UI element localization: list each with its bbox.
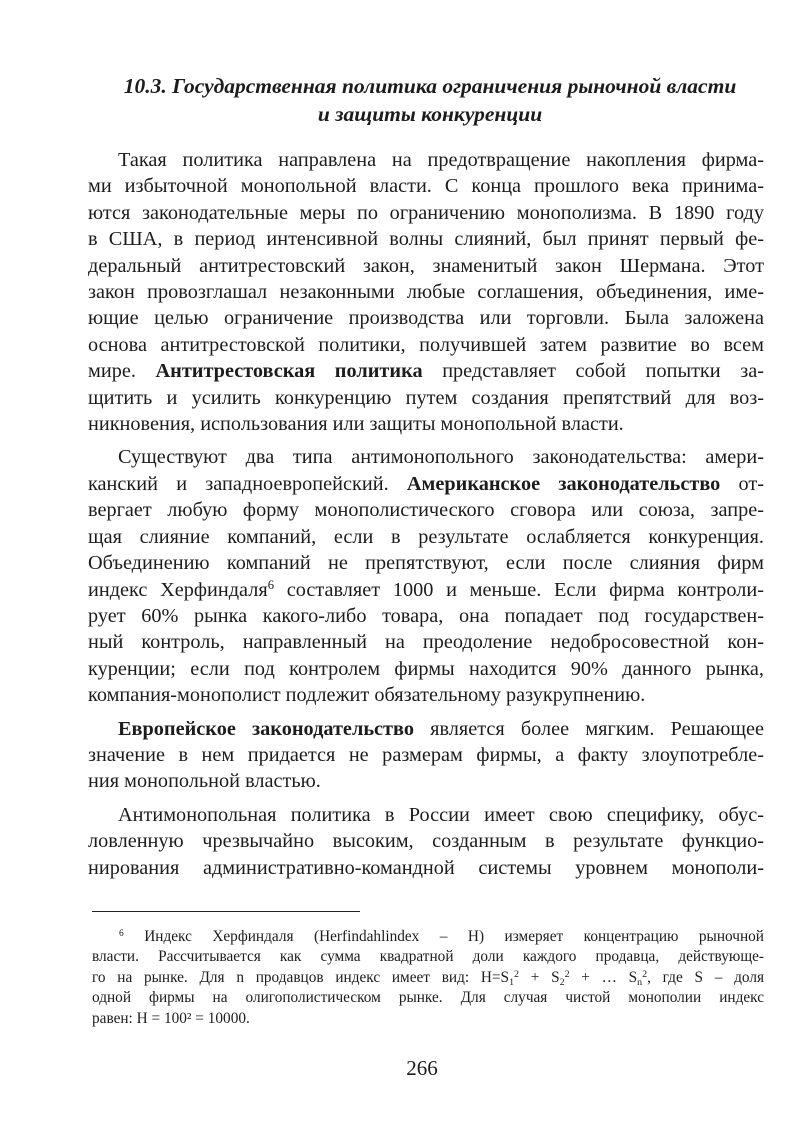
text-line: куренции; если под контролем фирмы находится 90% данного рынка, <box>88 657 764 680</box>
text-run: , где S – доля <box>647 968 764 986</box>
paragraph-european-legislation <box>88 716 764 795</box>
text-run: представляет собой попытки за- <box>422 360 764 383</box>
text-line: Объединению компаний не препятствуют, если после слияния фирм <box>88 552 764 575</box>
text-line <box>88 471 764 497</box>
formula-superscript: 2 <box>564 968 570 980</box>
text-run: мире. <box>88 360 156 383</box>
text-line <box>88 577 764 603</box>
text-line: никновения, использования или защиты монопольной власти. <box>88 413 624 436</box>
text-line: ния монопольной властью. <box>88 770 321 793</box>
footnote-ref: 6 <box>267 577 274 592</box>
text-line: основа антитрестовской политики, получившей затем развитие во всем <box>88 333 764 356</box>
text-line: значение в нем придается не размерам фирмы, а факту злоупотребле- <box>88 743 764 766</box>
text-line: щитить и усилить конкуренцию путем создания препятствий для воз- <box>88 386 764 409</box>
footnote-line: равен: H = 100² = 10000. <box>92 1009 250 1027</box>
text-run: составляет 1000 и меньше. Если фирма контроли- <box>273 578 764 601</box>
page-number: 266 <box>406 1056 438 1080</box>
paragraph-legislation-types <box>88 444 764 708</box>
formula-subscript: 1 <box>509 976 515 988</box>
text-line <box>88 716 764 742</box>
paragraph-antitrust-intro <box>88 147 764 437</box>
text-line: нирования административно-командной системы уровнем монополи- <box>88 856 764 879</box>
footnote-line <box>92 968 764 988</box>
text-line: ются законодательные меры по ограничению монополизма. В 1890 году <box>88 201 764 224</box>
text-line: закон провозглашал незаконными любые соглашения, объединения, име- <box>88 281 764 304</box>
term-european-legislation: Европейское законодательство <box>118 717 414 740</box>
footnote-line: одной фирмы на олигополистическом рынке. Для случая чистой монополии индекс <box>92 989 764 1007</box>
formula-superscript: 2 <box>642 968 648 980</box>
text-line: щая слияние компаний, если в результате ослабляется конкуренция. <box>88 525 764 548</box>
text-run: от- <box>720 472 765 495</box>
text-line: Такая политика направлена на предотвращение накопления фирма- <box>118 149 764 171</box>
text-line: рует 60% рынка какого-либо товара, она попадает под государствен- <box>88 604 764 627</box>
text-line: компания-монополист подлежит обязательному разукрупнению. <box>88 684 646 707</box>
footnote-mark: 6 <box>119 928 124 939</box>
section-heading <box>90 72 770 128</box>
text-line: в США, в период интенсивной волны слияний, был принят первый фе- <box>88 228 764 251</box>
formula-subscript: 2 <box>559 976 565 988</box>
text-run: + … S <box>569 968 638 986</box>
footnote-separator <box>92 911 360 912</box>
text-run: индекс Херфиндаля <box>88 578 268 601</box>
term-american-legislation: Американское законодательство <box>406 472 721 495</box>
formula-superscript: 2 <box>514 968 519 980</box>
section-heading-line-2: и защиты конкуренции <box>317 102 543 126</box>
formula-subscript: n <box>637 976 643 988</box>
text-line: Антимонопольная политика в России имеет свою специфику, обус- <box>118 803 764 826</box>
footnote-line: власти. Рассчитывается как сумма квадратной доли каждого продавца, действующе- <box>92 948 764 966</box>
text-line: ловленную чрезвычайно высоким, созданным в результате функцио- <box>88 830 764 853</box>
text-line: деральный антитрестовский закон, знаменитый закон Шермана. Этот <box>88 254 764 277</box>
text-line: ми избыточной монопольной власти. С конца прошлого века принима- <box>88 175 764 198</box>
footnote-line <box>92 927 764 947</box>
text-line: Существуют два типа антимонопольного законодательства: амери- <box>118 446 764 469</box>
text-run: Индекс Херфиндаля (Herfindahlindex – H) измеряет концентрацию рыночной <box>123 928 764 945</box>
text-run: канский и западноевропейский. <box>88 472 407 495</box>
text-line: вергает любую форму монополистического сговора или союза, запре- <box>88 499 764 522</box>
text-line: ющие целью ограничение производства или торговли. Была заложена <box>88 307 764 330</box>
footnote <box>92 927 764 1029</box>
text-line <box>88 358 764 384</box>
text-run: + S <box>519 968 560 986</box>
text-line: ный контроль, направленный на преодоление недобросовестной кон- <box>88 631 764 654</box>
term-antitrust-policy: Антитрестовская политика <box>155 360 423 383</box>
body-text <box>88 147 764 881</box>
paragraph-russia-policy <box>88 802 764 881</box>
section-heading-line-1: 10.3. Государственная политика ограничения рыночной власти <box>123 74 737 98</box>
text-run: го на рынке. Для n продавцов индекс имеет вид: H=S <box>92 968 510 986</box>
text-run: является более мягким. Решающее <box>413 717 765 740</box>
